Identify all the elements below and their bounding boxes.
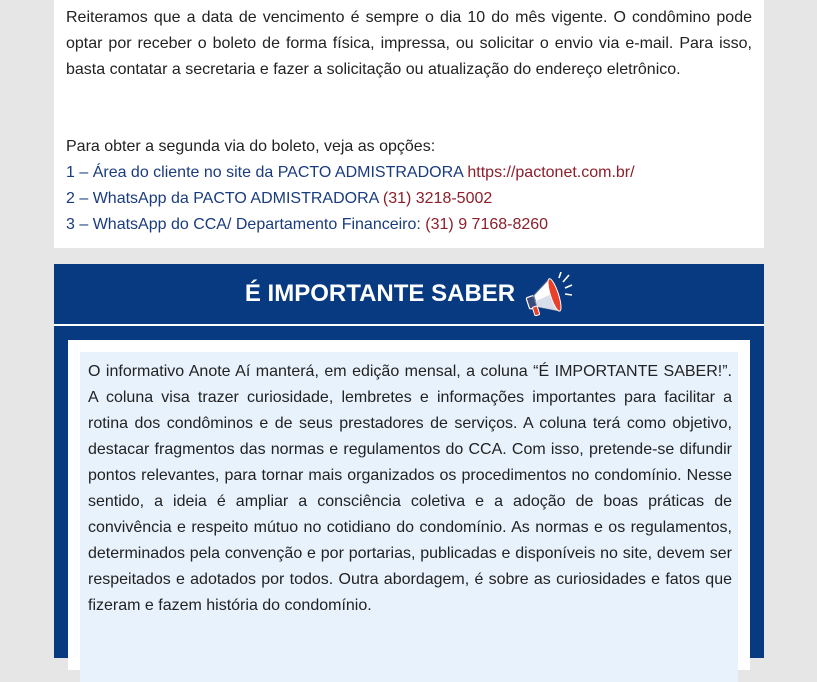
- option-label[interactable]: 2 – WhatsApp da PACTO ADMISTRADORA: [66, 190, 379, 207]
- second-copy-options: [66, 134, 756, 238]
- option-link[interactable]: https://pactonet.com.br/: [467, 164, 635, 181]
- option-phone[interactable]: (31) 3218-5002: [382, 190, 493, 207]
- megaphone-icon: [521, 272, 573, 316]
- option-label[interactable]: 1 – Área do cliente no site da PACTO ADMISTRADORA: [66, 164, 463, 181]
- billing-paragraph: Reiteramos que a data de vencimento é sempre o dia 10 do mês vigente. O condômino pode optar por receber o boleto de forma física, impressa, ou solicitar o envio via e-mail. Para isso, basta contatar a secretaria e fazer a solicitação ou atualização do endereço eletrônico.: [66, 9, 752, 78]
- section-header: [54, 264, 764, 324]
- info-box: [80, 352, 738, 682]
- option-whatsapp-pacto[interactable]: [66, 186, 756, 212]
- info-paragraph: O informativo Anote Aí manterá, em edição mensal, a coluna “É IMPORTANTE SABER!”. A coluna visa trazer curiosidade, lembretes e informações importantes para facilitar a rotina dos condôminos e de seus prestadores de serviços. A coluna terá como objetivo, destacar fragmentos das normas e regulamentos do CCA. Com isso, pretende-se difundir pontos relevantes, para tornar mais organizados os procedimentos no condomínio. Nesse sentido, a ideia é ampliar a consciência coletiva e a adoção de boas práticas de convivência e respeito mútuo no cotidiano do condomínio. As normas e os regulamentos, determinados pela convenção e por portarias, publicadas e disponíveis no site, devem ser respeitados e adotados por todos. Outra abordagem, é sobre as curiosidades e fatos que fizeram e fazem história do condomínio.: [88, 363, 732, 614]
- option-phone[interactable]: (31) 9 7168-8260: [425, 216, 549, 233]
- info-frame: [68, 340, 750, 670]
- options-intro: Para obter a segunda via do boleto, veja as opções:: [66, 138, 436, 155]
- option-whatsapp-cca[interactable]: [66, 212, 756, 238]
- option-label[interactable]: 3 – WhatsApp do CCA/ Departamento Financeiro:: [66, 216, 421, 233]
- billing-info-card: [54, 0, 764, 248]
- important-section: [54, 264, 764, 658]
- section-title: É IMPORTANTE SABER: [244, 280, 516, 307]
- section-divider: [54, 324, 764, 326]
- option-client-area[interactable]: [66, 160, 756, 186]
